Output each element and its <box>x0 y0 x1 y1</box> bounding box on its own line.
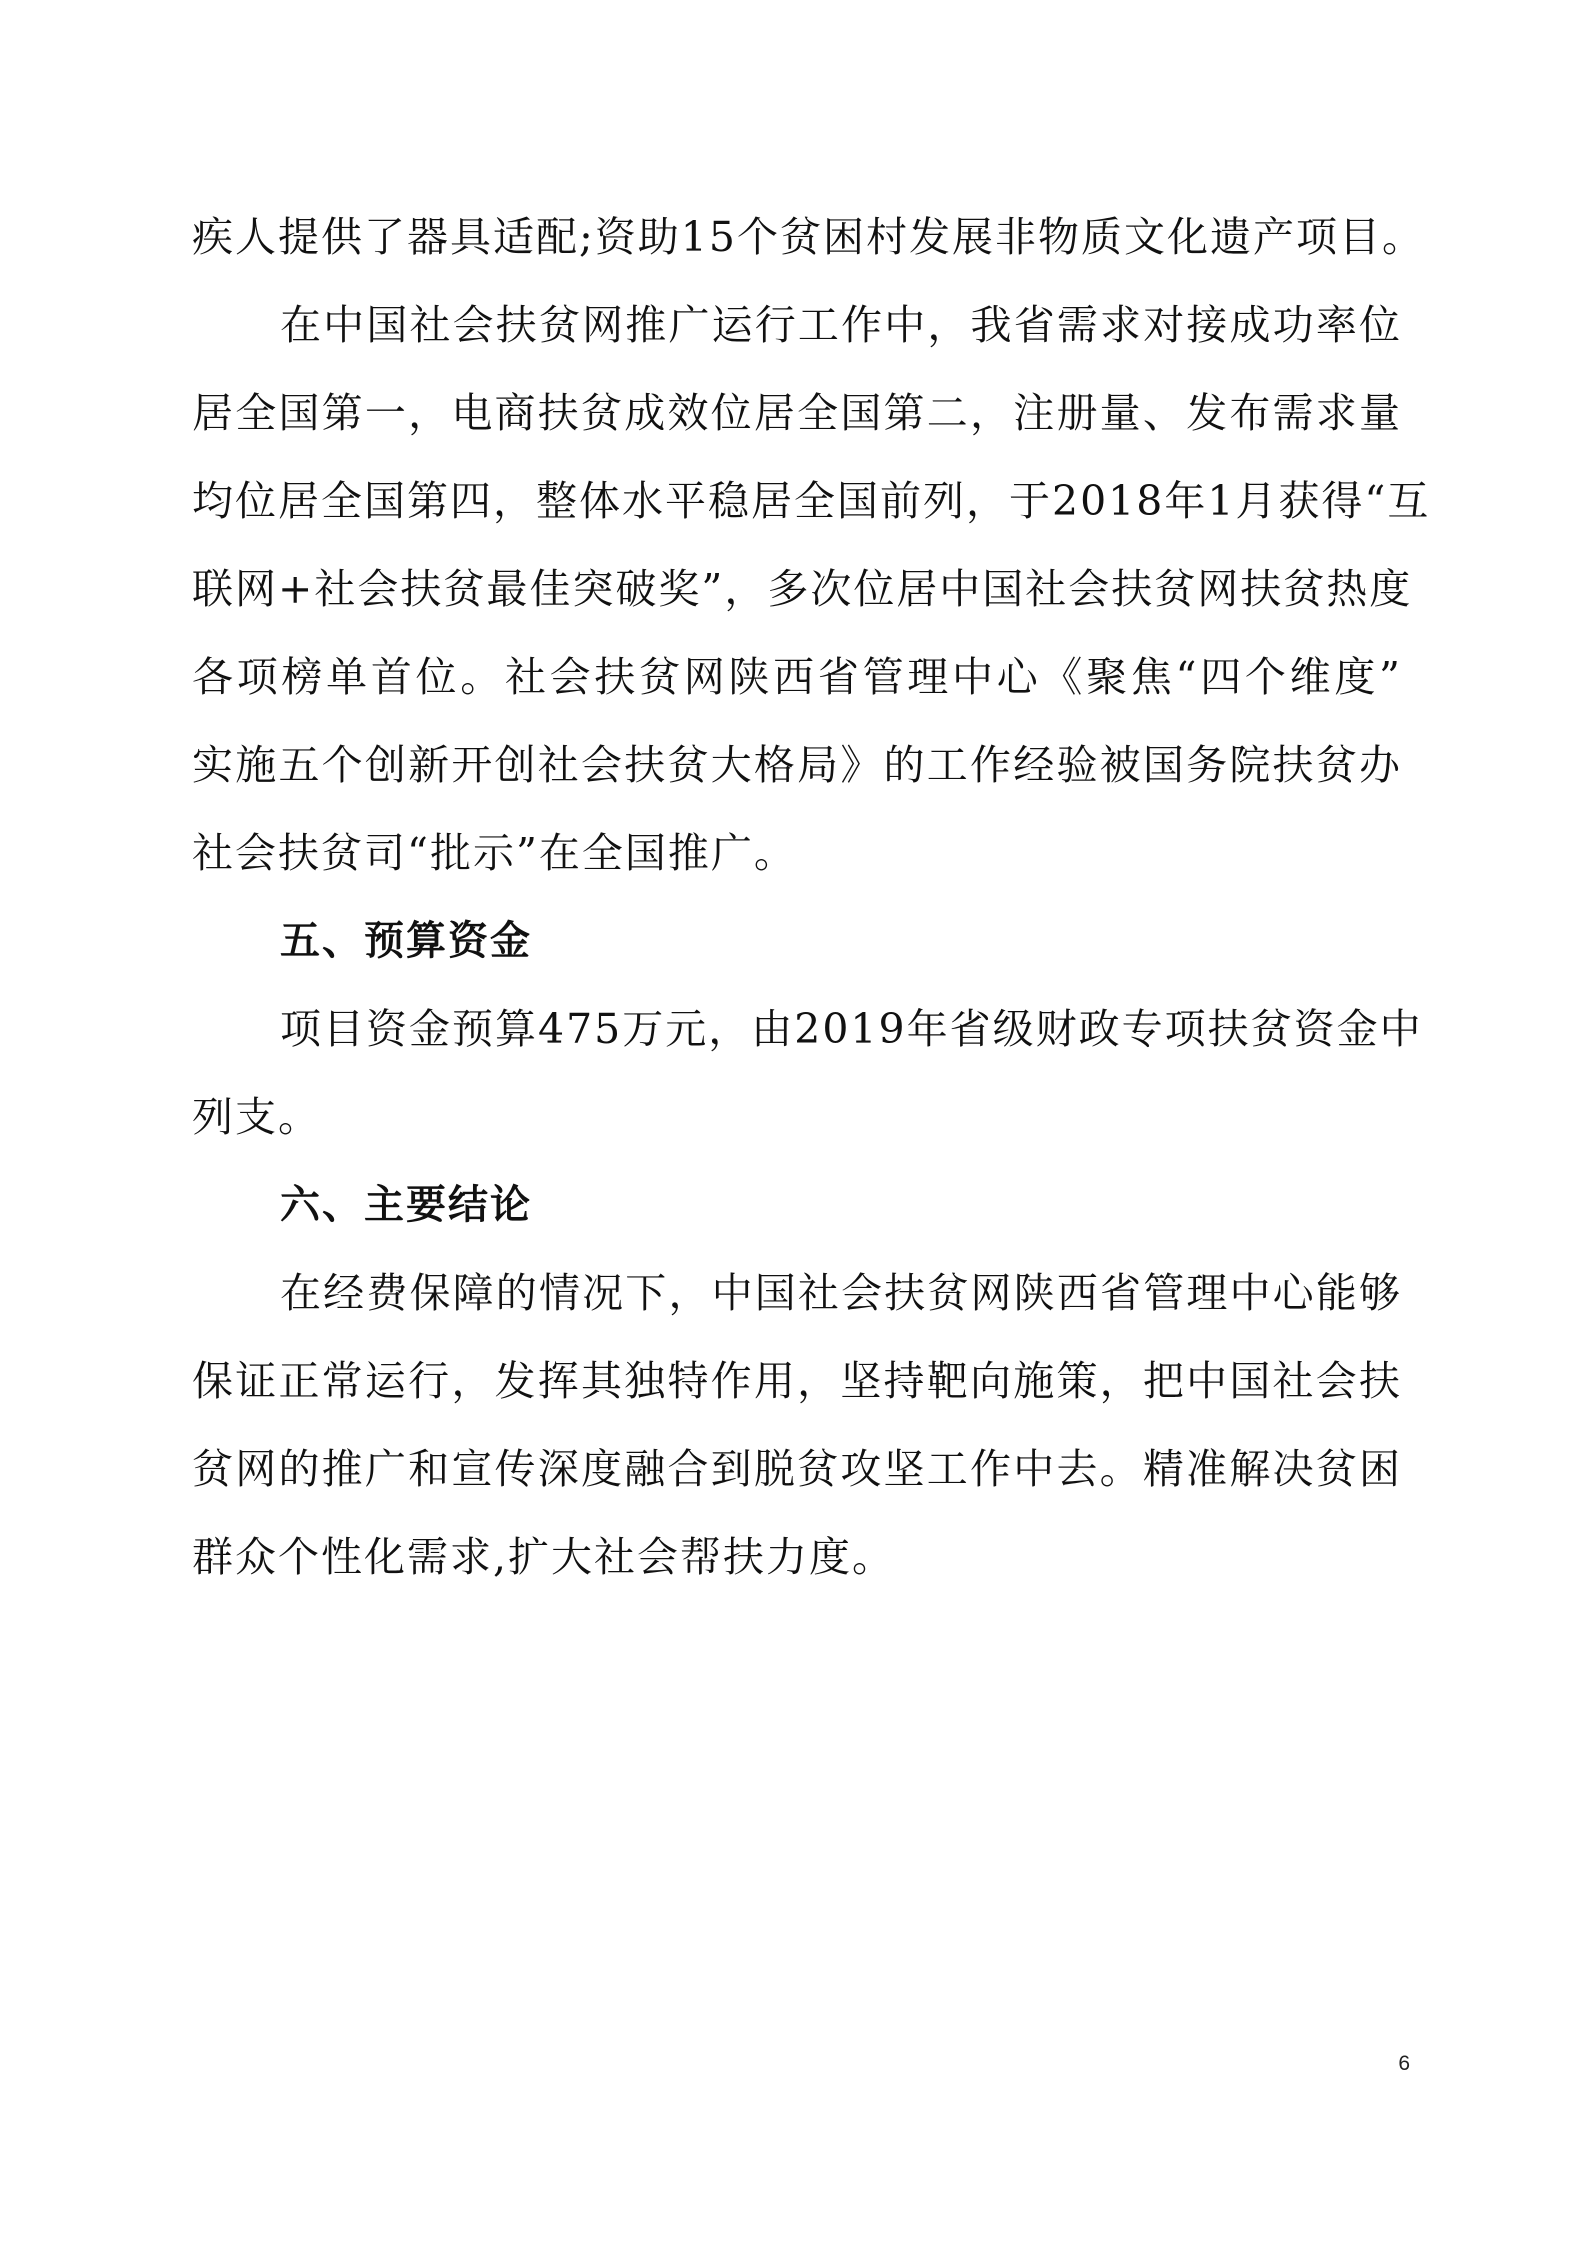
page-number: 6 <box>1398 2052 1410 2075</box>
text-line: 在经费保障的情况下，中国社会扶贫网陕西省管理中心能够 <box>280 1269 1402 1317</box>
text-line: 保证正常运行，发挥其独特作用，坚持靶向施策，把中国社会扶 <box>192 1357 1402 1405</box>
text-line: 群众个性化需求,扩大社会帮扶力度。 <box>192 1533 896 1581</box>
text-line: 列支。 <box>192 1093 321 1141</box>
text-line: 实施五个创新开创社会扶贫大格局》的工作经验被国务院扶贫办 <box>192 741 1402 789</box>
text-line: 疾人提供了器具适配;资助15个贫困村发展非物质文化遗产项目。 <box>192 213 1425 261</box>
section-budget <box>192 897 1423 1161</box>
text-line: 项目资金预算475万元，由2019年省级财政专项扶贫资金中 <box>280 1005 1423 1053</box>
section-conclusion <box>192 1161 1402 1601</box>
section-heading-budget: 五、预算资金 <box>280 918 532 964</box>
text-line: 各项榜单首位。社会扶贫网陕西省管理中心《聚焦“四个维度” <box>192 653 1402 701</box>
text-line: 均位居全国第四，整体水平稳居全国前列，于2018年1月获得“互 <box>192 477 1431 525</box>
paragraph-continuation <box>192 193 1425 281</box>
text-line: 社会扶贫司“批示”在全国推广。 <box>192 829 797 877</box>
paragraph-network-promotion <box>192 281 1431 897</box>
text-line: 联网+社会扶贫最佳突破奖”，多次位居中国社会扶贫网扶贫热度 <box>192 565 1413 613</box>
text-line: 居全国第一，电商扶贫成效位居全国第二，注册量、发布需求量 <box>192 389 1402 437</box>
text-line: 贫网的推广和宣传深度融合到脱贫攻坚工作中去。精准解决贫困 <box>192 1445 1402 1493</box>
section-heading-conclusion: 六、主要结论 <box>280 1182 532 1228</box>
body-text <box>192 193 1431 1601</box>
text-line: 在中国社会扶贫网推广运行工作中，我省需求对接成功率位 <box>280 301 1402 349</box>
